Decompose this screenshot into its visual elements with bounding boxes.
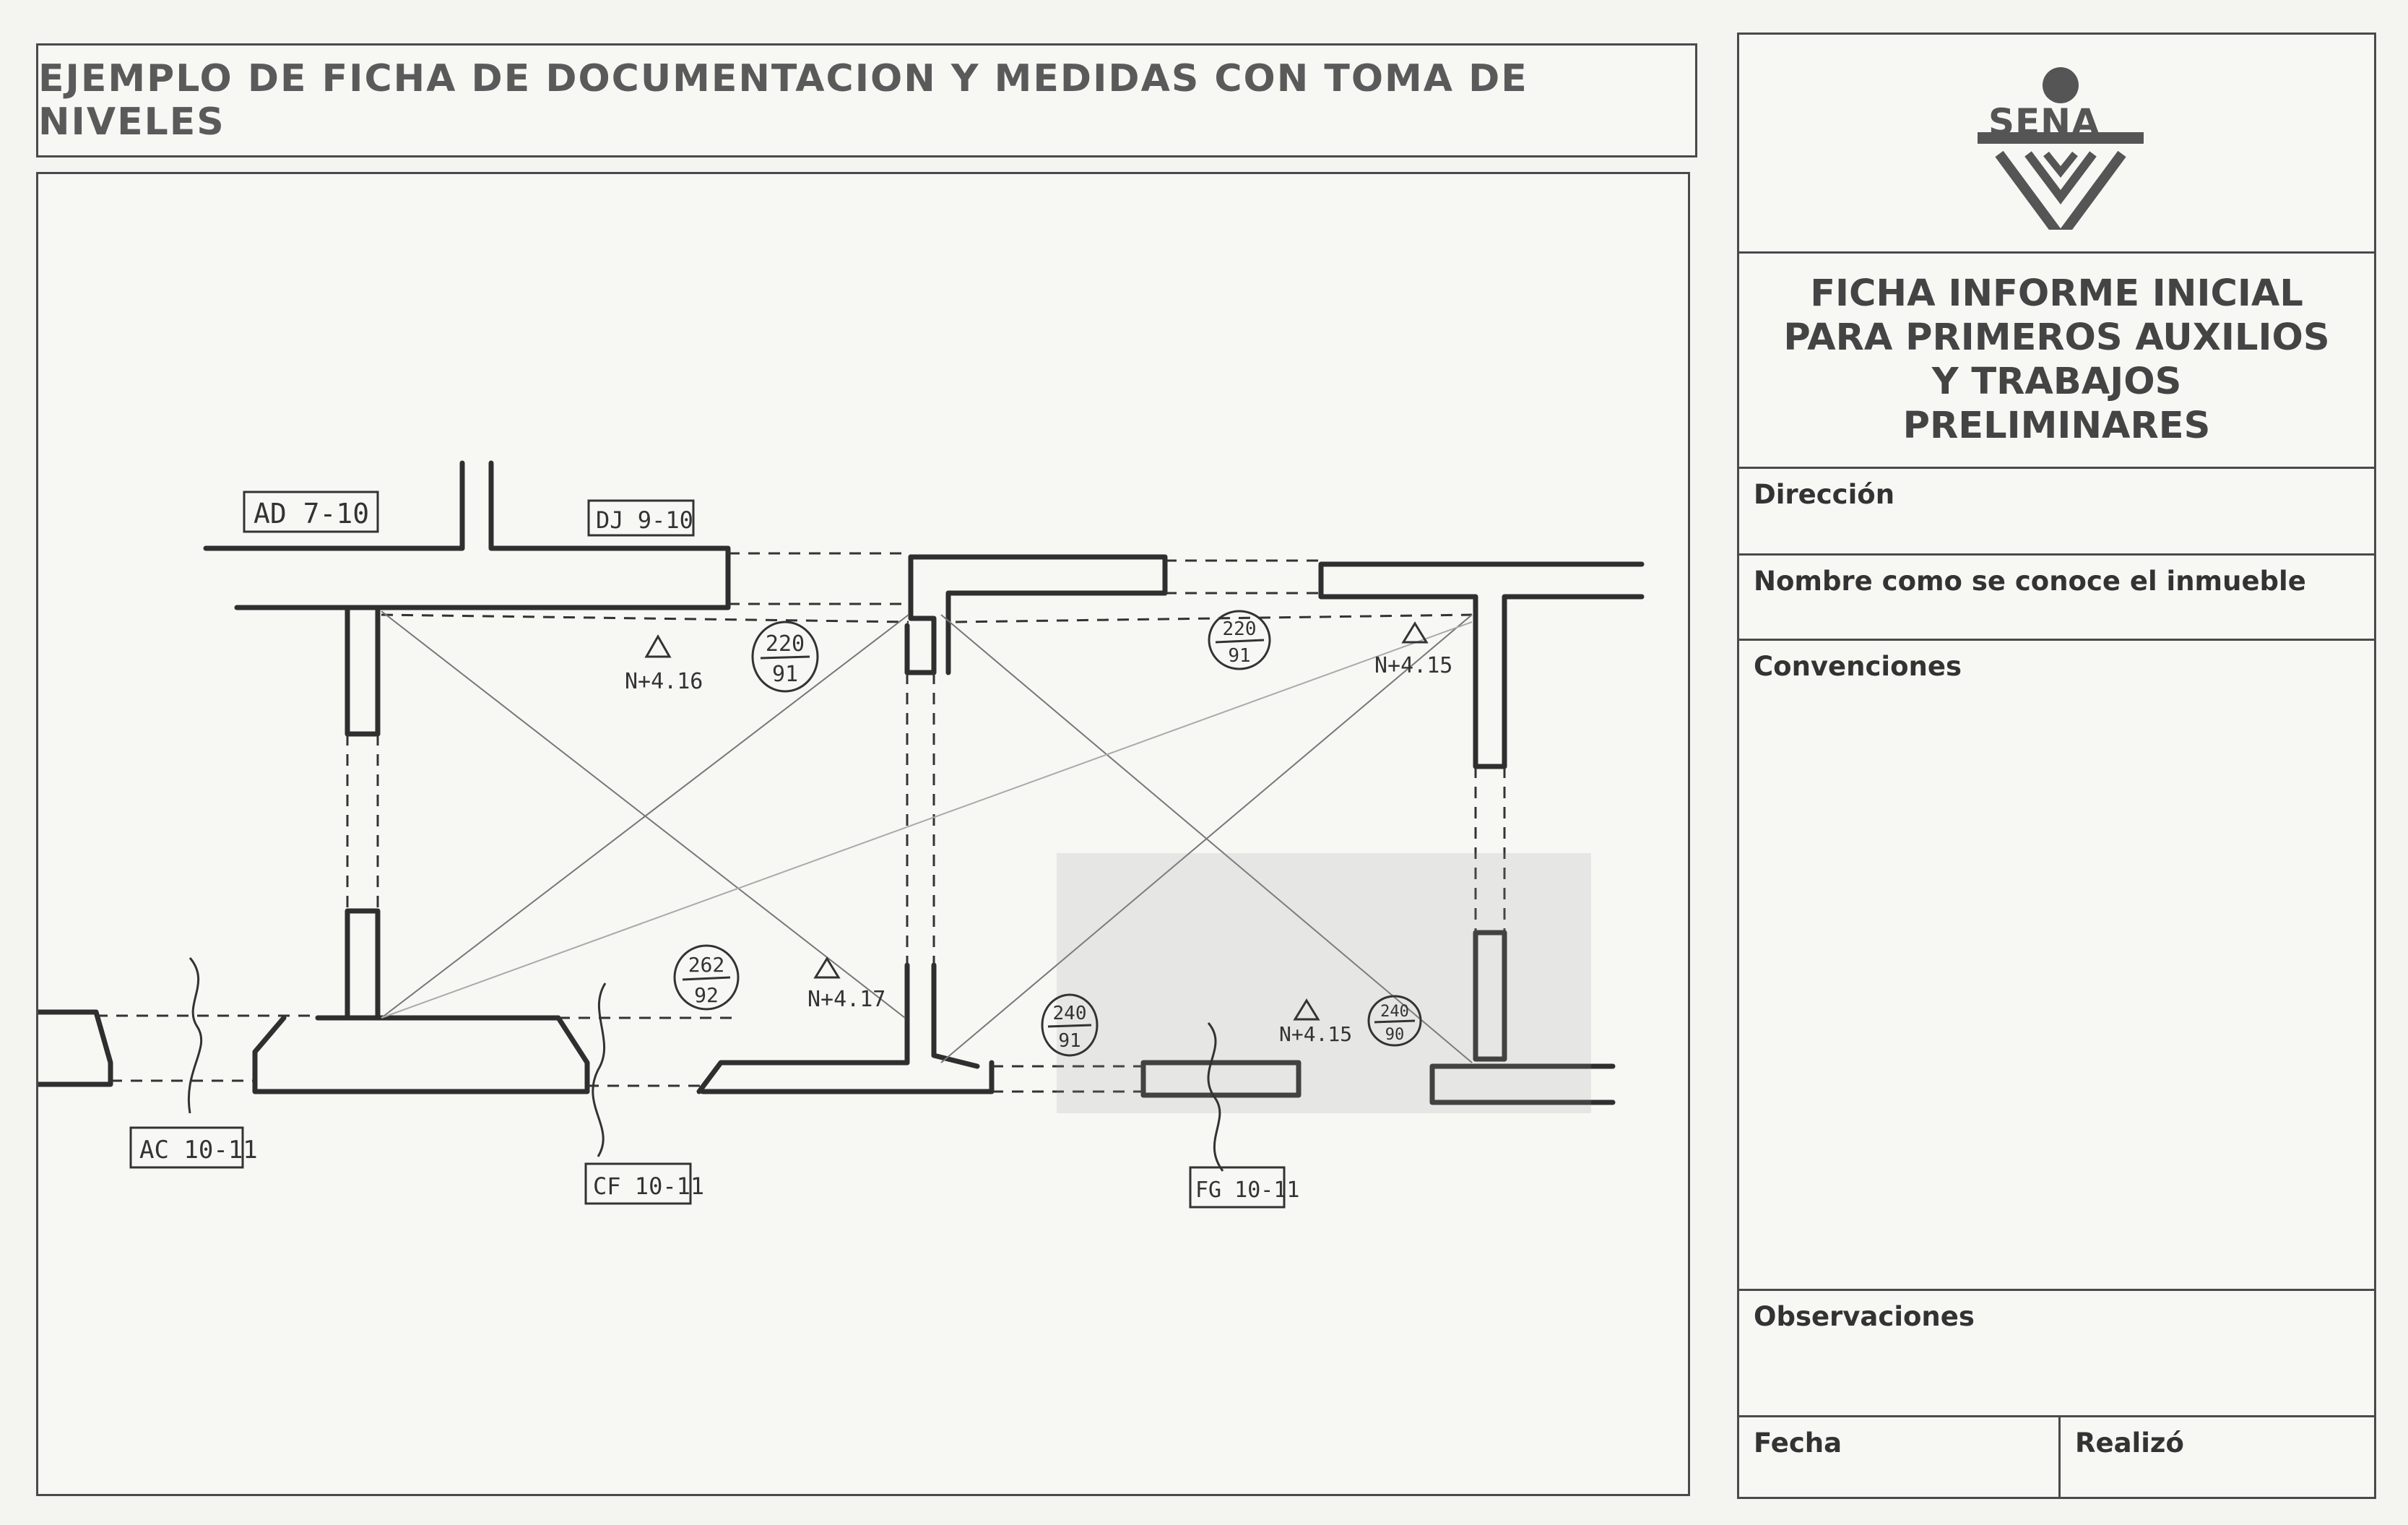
level-triangle-c (815, 959, 839, 977)
document-title: EJEMPLO DE FICHA DE DOCUMENTACION Y MEDIDAS CON TOMA DE NIVELES (38, 57, 1528, 144)
floor-plan-sketch (38, 174, 1688, 1494)
fecha-realizo-row (1739, 1415, 2374, 1497)
opening-top-1 (728, 553, 909, 604)
shaded-area (1057, 853, 1591, 1113)
logo-cell (1739, 35, 2374, 251)
opening-top-2 (1165, 561, 1321, 593)
heading-line-4: PRELIMINARES (1902, 405, 2211, 447)
direccion-field[interactable] (1739, 467, 2374, 553)
measure-divider-4 (1048, 1025, 1091, 1027)
label-ac: AC 10-11 (139, 1136, 258, 1165)
wall-pillar-left-bottom (347, 911, 378, 1018)
level-d: N+4.15 (1279, 1022, 1353, 1046)
level-c: N+4.17 (807, 987, 886, 1012)
wall-bottom-left (255, 1018, 587, 1092)
observaciones-label: Observaciones (1754, 1301, 1975, 1332)
heading-line-2: PARA PRIMEROS AUXILIOS (1783, 316, 2330, 359)
measure-divider-2 (1216, 640, 1264, 642)
wall-top-center (911, 557, 1165, 673)
opening-bottom-1 (96, 1016, 318, 1081)
wall-bottom-far-left (38, 1012, 111, 1084)
fecha-label: Fecha (1754, 1427, 1842, 1459)
measure-4-top: 240 (1052, 1003, 1087, 1024)
floor-plan-drawing (36, 172, 1690, 1496)
nombre-label: Nombre como se conoce el inmueble (1754, 566, 2306, 597)
label-ad: AD 7-10 (254, 498, 370, 530)
measure-2-top: 220 (1222, 618, 1257, 640)
level-b: N+4.15 (1374, 653, 1453, 678)
wall-pillar-left-top (347, 608, 378, 734)
opening-bottom-2 (558, 1018, 732, 1086)
level-triangle-a (646, 636, 670, 657)
label-dj: DJ 9-10 (596, 506, 693, 534)
direccion-label: Dirección (1754, 479, 1895, 510)
measure-divider-1 (761, 657, 810, 658)
info-panel (1737, 33, 2376, 1499)
wall-bottom-center (699, 1019, 992, 1092)
panel-heading (1739, 272, 2374, 448)
opening-left (347, 734, 378, 911)
leader-ac (189, 958, 201, 1113)
wall-top-right (1321, 564, 1642, 766)
realizo-label: Realizó (2075, 1427, 2184, 1459)
wall-center-top (907, 557, 934, 673)
observaciones-field[interactable] (1739, 1289, 2374, 1415)
document-title-box (36, 43, 1697, 157)
convenciones-field[interactable] (1739, 639, 2374, 1289)
measure-5-top: 240 (1380, 1003, 1409, 1021)
measure-3-bottom: 92 (694, 983, 719, 1007)
label-cf: CF 10-11 (593, 1172, 705, 1200)
measure-1-bottom: 91 (771, 662, 799, 687)
measure-divider-3 (683, 977, 730, 980)
sena-logo-text: SENA (1988, 101, 2100, 143)
label-fg: FG 10-11 (1195, 1178, 1300, 1203)
heading-cell (1739, 251, 2374, 467)
measure-5-bottom: 90 (1385, 1026, 1405, 1044)
heading-line-3: Y TRABAJOS (1931, 360, 2182, 403)
fecha-divider (2058, 1417, 2061, 1497)
nombre-field[interactable] (1739, 553, 2374, 639)
leader-cf (593, 983, 605, 1157)
level-a: N+4.16 (625, 669, 703, 694)
measure-1-top: 220 (765, 631, 805, 657)
measure-2-bottom: 91 (1228, 645, 1251, 667)
measure-4-bottom: 91 (1058, 1030, 1081, 1052)
sena-logo-icon (1978, 64, 2144, 230)
wall-center-bottom (907, 965, 977, 1066)
measure-divider-5 (1374, 1021, 1415, 1022)
convenciones-label: Convenciones (1754, 651, 1962, 682)
heading-line-1: FICHA INFORME INICIAL (1810, 272, 2303, 315)
measure-3-top: 262 (688, 953, 725, 977)
